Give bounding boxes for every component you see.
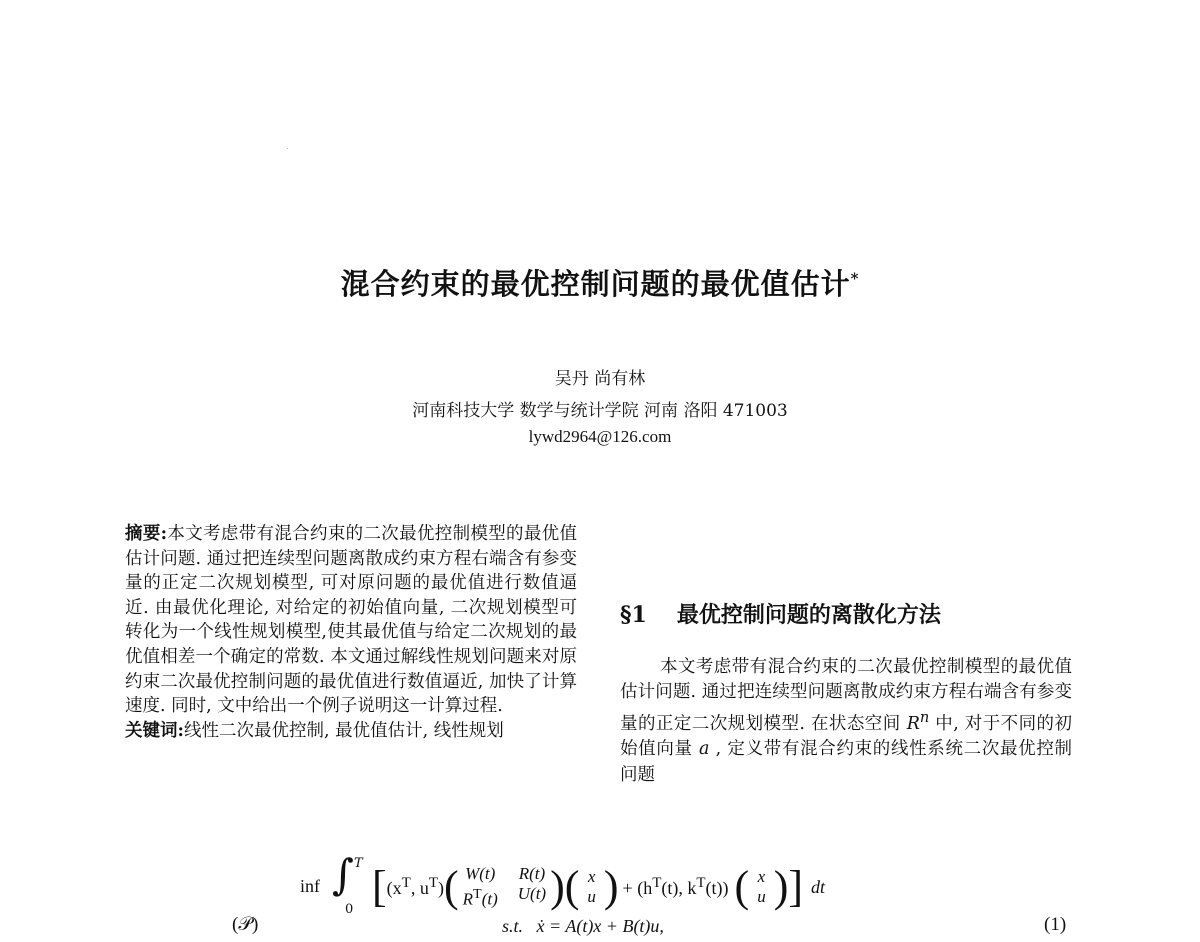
integrand: [ ($x^T$, $u^T$) ( W(t) R(t) $R^T(t)$ U(t) ) ( x u ) + ($h^T(t)$, $k^T(t)$) ( x u ) ] dt xyxy=(372,862,826,911)
state-control-vector: x u xyxy=(587,867,596,906)
weight-matrix: W(t) R(t) $R^T(t)$ U(t) xyxy=(462,864,547,909)
integral-sign: ∫ xyxy=(332,850,354,899)
keywords-label: 关键词: xyxy=(125,720,184,741)
email: lywd2964@126.com xyxy=(528,427,672,446)
title-footnote-mark: * xyxy=(850,269,860,288)
section-number: §1 xyxy=(620,602,647,628)
paper-title: 混合约束的最优控制问题的最优值估计* xyxy=(340,267,860,301)
affiliation: 河南科技大学 数学与统计学院 河南 洛阳 471003 xyxy=(412,401,788,421)
equation-1 xyxy=(300,852,940,942)
section-heading xyxy=(620,598,941,629)
abstract-label: 摘要: xyxy=(125,524,168,544)
abstract-column xyxy=(125,522,577,743)
dt: dt xyxy=(811,876,826,897)
close-bracket: ] xyxy=(788,862,803,911)
problem-label: (𝒫) xyxy=(232,914,259,935)
inf-operator: inf xyxy=(300,876,320,896)
space-symbol: R xyxy=(906,714,920,735)
open-bracket: [ xyxy=(372,862,387,911)
lower-limit: 0 xyxy=(345,902,354,917)
constraint: s.t. ẋ = A(t)x + B(t)u, xyxy=(502,916,664,936)
scan-speck xyxy=(287,148,288,149)
abstract-text: 本文考虑带有混合约束的二次最优控制模型的最优值估计问题. 通过把连续型问题离散成约束方程右端含有参变量的正定二次规划模型, 可对原问题的最优值进行数值逼近. 由最优化理论, 对给定的初始值向量, 二次规划模型可转化为一个线性规划模型,使其最优值与给定二次规划的最优值相差一个确定的常数. 本文通过解线性规划问题来对原约束二次最优控制问题的最优值进行数值逼近, 加快了计算速度. 同时, 文中给出一个例子说明这一计算过程. xyxy=(125,524,577,717)
section-title: 最优控制问题的离散化方法 xyxy=(676,602,941,628)
authors: 吴丹 尚有林 xyxy=(554,369,646,389)
vector-symbol: a xyxy=(698,739,710,760)
keywords-text: 线性二次最优控制, 最优值估计, 线性规划 xyxy=(183,720,504,741)
section-body: 本文考虑带有混合约束的二次最优控制模型的最优值估计问题. 通过把连续型问题离散成约束方程右端含有参变量的正定二次规划模型. 在状态空间 $R^n$ 中, 对于不同的初始值向量 a , 定义带有混合约束的线性系统二次最优控制问题 xyxy=(620,657,1073,785)
upper-limit: T xyxy=(354,856,363,871)
equation-number: (1) xyxy=(1044,914,1067,935)
